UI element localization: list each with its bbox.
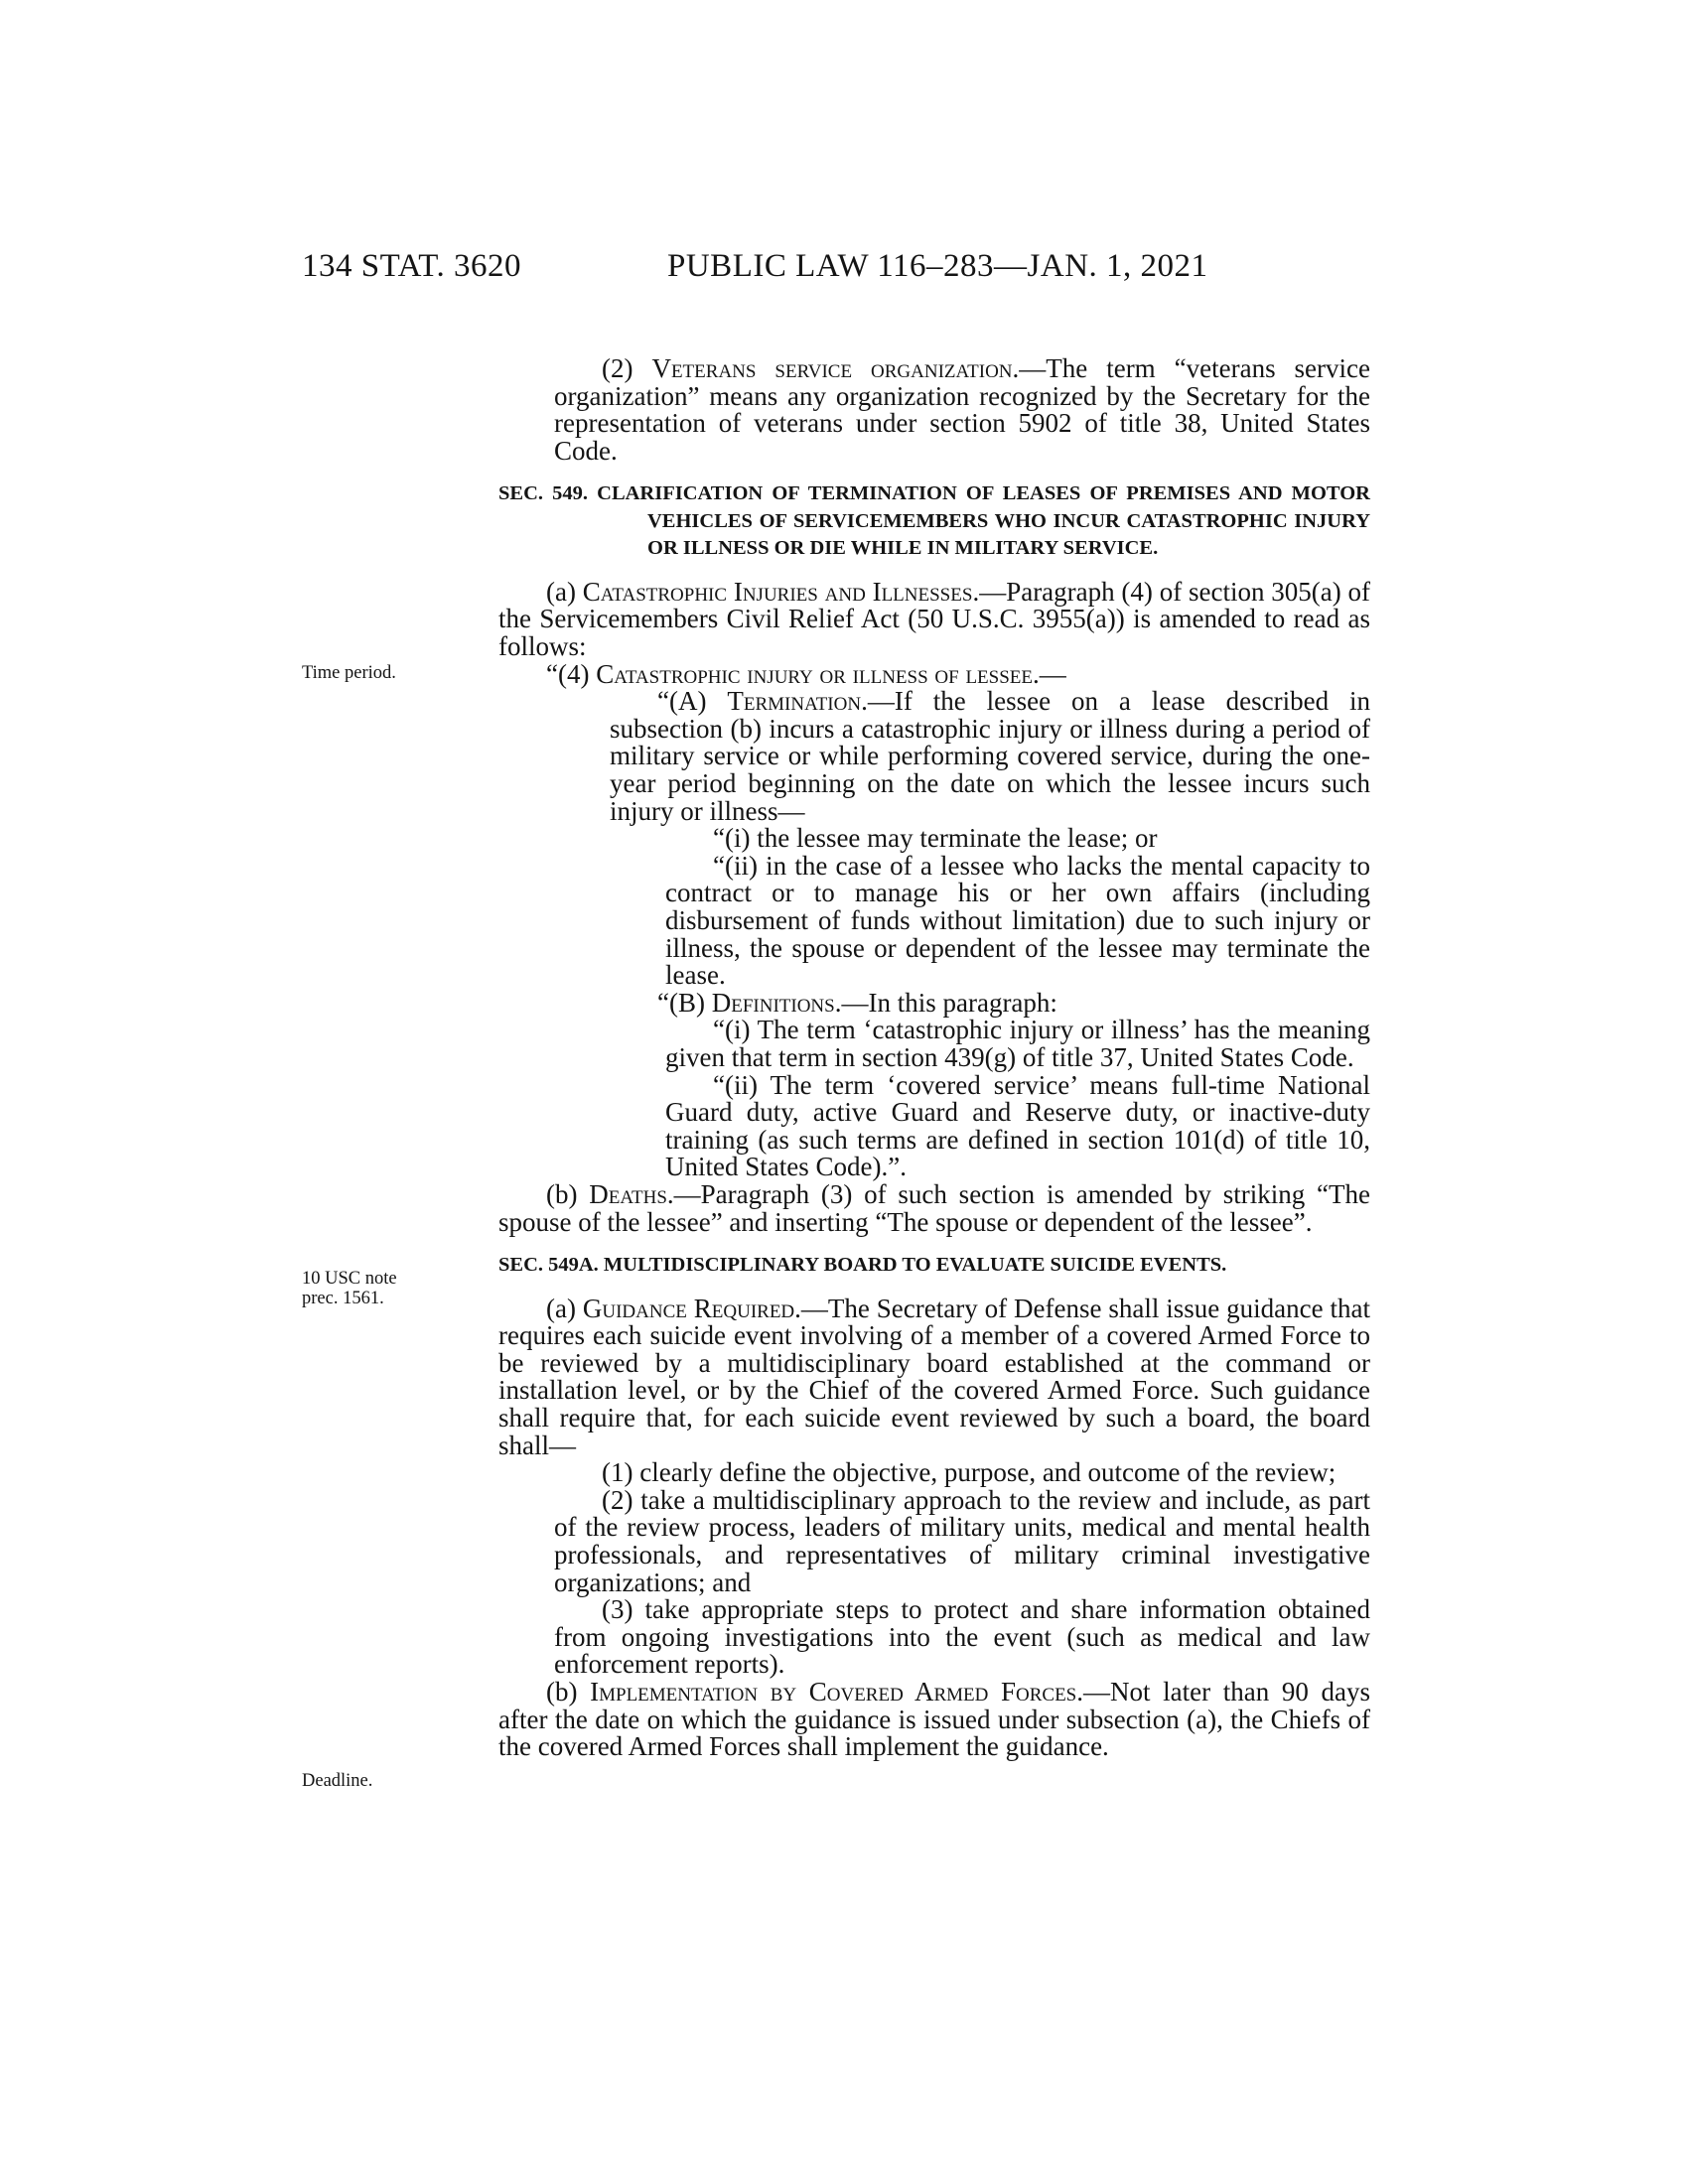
subsection-heading: Implementation by Covered Armed Forces <box>590 1676 1077 1706</box>
margin-note-time-period: Time period. <box>302 663 396 683</box>
subsection-number: (a) <box>546 1293 583 1323</box>
page-header <box>302 248 1374 292</box>
subparagraph-B <box>498 987 1370 1018</box>
paragraph-number: “(4) <box>546 658 597 689</box>
document-body <box>498 355 1370 1761</box>
paragraph-vso-definition <box>498 355 1370 465</box>
paragraph-heading: Catastrophic injury or illness of lessee <box>596 658 1034 689</box>
section-549a-title: SEC. 549A. MULTIDISCIPLINARY BOARD TO EVALUATE SUICIDE EVENTS. <box>498 1254 1227 1277</box>
margin-note-usc <box>302 1269 491 1308</box>
margin-note-deadline: Deadline. <box>302 1771 373 1791</box>
subparagraph-heading: Termination <box>727 686 862 717</box>
list-item-2: (2) take a multidisciplinary approach to the review and include, as part of the review process, leaders of military units, medical and mental health professionals, and representatives of military criminal investigative organizations; and <box>554 1484 1370 1597</box>
subsection-text: .—Paragraph (4) of section 305(a) of the Servicemembers Civil Relief Act (50 U.S.C. 3955(a)) is amended to read as follows: <box>498 576 1371 662</box>
paragraph-number: (2) <box>602 353 652 383</box>
section-549-subsection-b <box>498 1178 1370 1237</box>
margin-note-usc-line2: prec. 1561. <box>302 1289 384 1308</box>
subsection-heading: Catastrophic Injuries and Illnesses <box>582 576 973 607</box>
subsection-number: (b) <box>546 1676 591 1706</box>
subparagraph-A <box>498 688 1370 825</box>
subsection-text: .—Paragraph (3) of such section is amended by striking “The spouse of the lessee” and inserting “The spouse or dependent of the lessee”. <box>498 1178 1370 1237</box>
subparagraph-number: “(B) <box>657 987 712 1018</box>
subparagraph-heading: Definitions <box>711 987 835 1018</box>
list-item-1: (1) clearly define the objective, purpose, and outcome of the review; <box>602 1457 1336 1488</box>
subsection-heading: Guidance Required <box>582 1293 795 1323</box>
clause-A-i: “(i) the lessee may terminate the lease; or <box>713 823 1158 854</box>
margin-note-usc-line1: 10 USC note <box>302 1269 397 1289</box>
section-549-subsection-a <box>498 576 1371 662</box>
paragraph-4-heading <box>443 658 1370 689</box>
subsection-text: .—The Secretary of Defense shall issue guidance that requires each suicide event involving of a member of a covered Armed Force to be reviewed by a multidisciplinary board established at the command or installation level, or by the Chief of the covered Armed Force. Such guidance shall require that, for each suicide event reviewed by such a board, the board shall— <box>498 1293 1370 1460</box>
paragraph-text: .—The term “veterans service organization” means any organization recognized by the Secretary for the representation of veterans under section 5902 of title 38, United States Code. <box>554 353 1370 466</box>
subsection-text: .—Not later than 90 days after the date on which the guidance is issued under subsection (a), the Chiefs of the covered Armed Forces shall implement the guidance. <box>498 1676 1370 1762</box>
subsection-heading: Deaths <box>589 1178 667 1209</box>
clause-A-ii: “(ii) in the case of a lessee who lacks the mental capacity to contract or to manage his or her own affairs (including disbursement of funds without limitation) due to such injury or illness, the spouse or dependent of the lessee may terminate the lease. <box>665 850 1370 991</box>
section-549a-subsection-b <box>498 1676 1370 1762</box>
stat-reference: 134 STAT. 3620 <box>302 248 522 284</box>
section-549a-subsection-a <box>498 1293 1370 1460</box>
subsection-number: (b) <box>546 1178 590 1209</box>
clause-B-ii: “(ii) The term ‘covered service’ means full-time National Guard duty, active Guard and Reserve duty, or inactive-duty training (as such terms are defined in section 101(d) of title 10, United States Code).”. <box>665 1069 1370 1182</box>
subparagraph-text: .—In this paragraph: <box>834 987 1057 1018</box>
subsection-number: (a) <box>546 576 583 607</box>
paragraph-heading: Veterans service organization <box>651 353 1013 383</box>
running-head-law-title: PUBLIC LAW 116–283—JAN. 1, 2021 <box>667 248 1208 284</box>
section-549-title: SEC. 549. CLARIFICATION OF TERMINATION OF LEASES OF PREMISES AND MOTOR VEHICLES OF SERVICEMEMBERS WHO INCUR CATASTROPHIC INJURY OR ILLNESS OR DIE WHILE IN MILITARY SERVICE. <box>498 482 1370 560</box>
subparagraph-number: “(A) <box>657 686 728 717</box>
list-item-3: (3) take appropriate steps to protect and share information obtained from ongoing investigations into the event (such as medical and law enforcement reports). <box>554 1594 1370 1680</box>
clause-B-i: “(i) The term ‘catastrophic injury or illness’ has the meaning given that term in section 439(g) of title 37, United States Code. <box>665 1015 1370 1072</box>
subparagraph-text: .—If the lessee on a lease described in subsection (b) incurs a catastrophic injury or illness during a period of military service or while performing covered service, during the one-year period beginning on the date on which the lessee incurs such injury or illness— <box>610 686 1370 826</box>
paragraph-dash: .— <box>1033 658 1066 689</box>
